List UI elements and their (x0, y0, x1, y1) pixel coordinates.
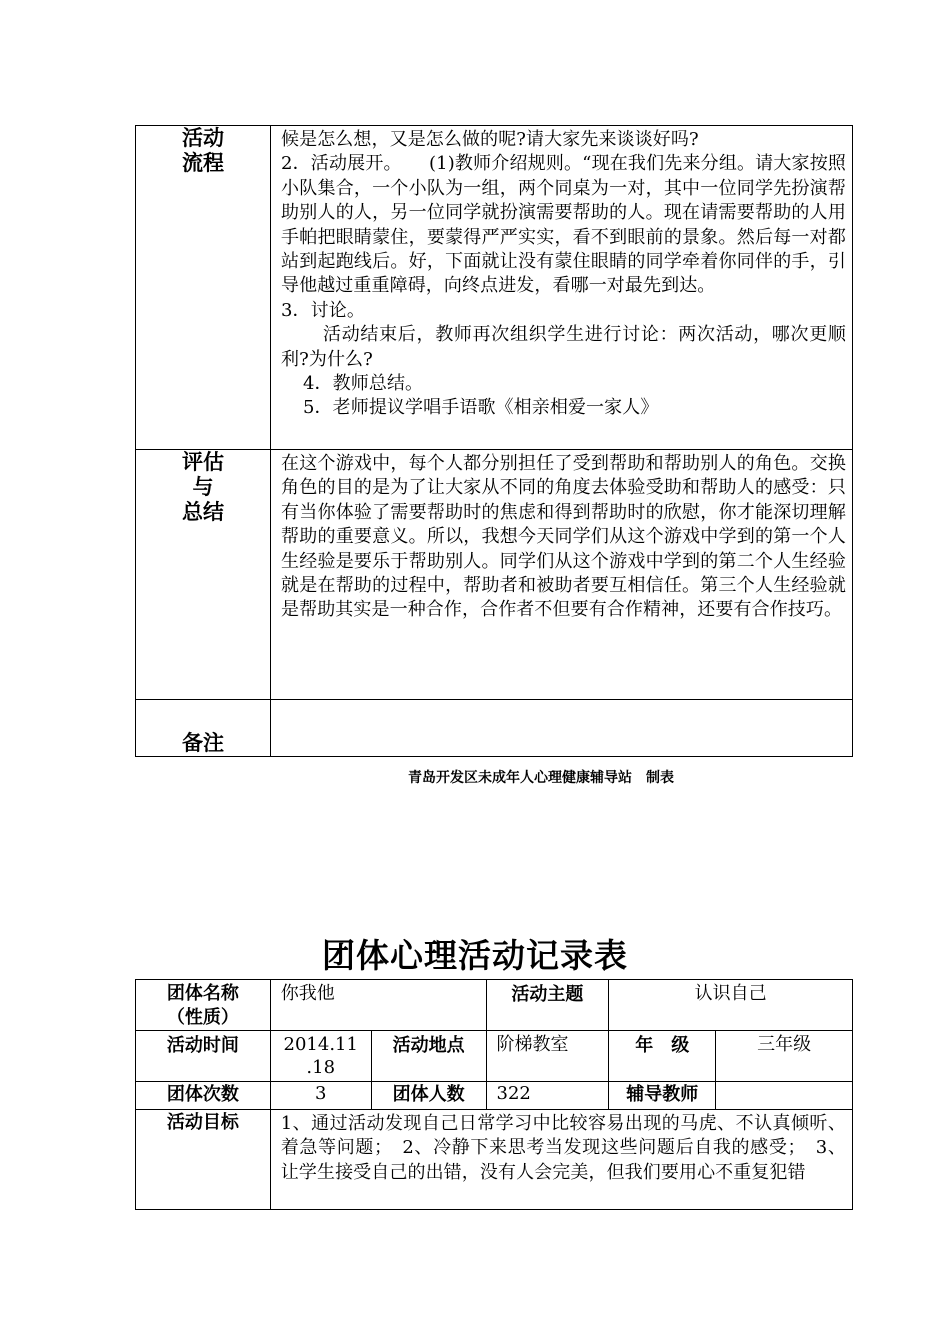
process-line-rules: 2．活动展开。 (1)教师介绍规则。“现在我们先来分组。请大家按照小队集合，一个小队为一组，两个同桌为一对，其中一位同学先扮演帮助别人的人，另一位同学就扮演需要帮助的人。现在请需要帮助的人用手帕把眼睛蒙住，要蒙得严严实实，看不到眼前的景象。然后每一对都站到起跑线后。好，下面就让没有蒙住眼睛的同学牵着你同伴的手，引导他越过重重障碍，向终点进发，看哪一对最先到达。 (281, 153, 846, 297)
process-line-discussion-detail: 活动结束后，教师再次组织学生进行讨论：两次活动，哪次更顺利?为什么? (281, 324, 846, 370)
teacher-label: 辅导教师 (609, 1082, 716, 1110)
process-label-line1: 活动 (182, 126, 224, 150)
process-line-intro: 候是怎么想，又是怎么做的呢?请大家先来谈谈好吗? (281, 129, 699, 150)
theme-value: 认识自己 (609, 980, 853, 1031)
grade-value: 三年级 (716, 1031, 853, 1082)
group-name-label (136, 980, 271, 1031)
process-line-song: 5．老师提议学唱手语歌《相亲相爱一家人》 (303, 397, 659, 419)
remarks-value (271, 700, 853, 757)
place-value: 阶梯教室 (486, 1031, 609, 1082)
form-title: 团体心理活动记录表 (322, 936, 628, 975)
session-label: 团体次数 (136, 1082, 271, 1110)
teacher-value (716, 1082, 853, 1110)
summary-label-line3: 总结 (182, 500, 224, 524)
time-value (270, 1031, 371, 1082)
process-line-summary: 4．教师总结。 (303, 373, 424, 395)
remarks-label-cell (136, 700, 271, 757)
summary-content: 在这个游戏中，每个人都分别担任了受到帮助和帮助别人的角色。交换角色的目的是为了让大家从不同的角度去体验受助和帮助人的感受：只有当你体验了需要帮助时的焦虑和得到帮助时的欣慰，你才能深切理解帮助的重要意义。所以，我想今天同学们从这个游戏中学到的第一个人生经验是要乐于帮助别人。同学们从这个游戏中学到的第二个人生经验就是在帮助的过程中，帮助者和被助者要互相信任。第三个人生经验就是帮助其实是一种合作，合作者不但要有合作精神，还要有合作技巧。 (271, 450, 853, 700)
record-form-table (135, 979, 853, 1210)
process-label-cell (136, 126, 271, 450)
record-table-continued (135, 125, 853, 757)
remarks-label: 备注 (182, 731, 224, 755)
place-label: 活动地点 (371, 1031, 486, 1082)
process-line-discussion: 3．讨论。 (281, 299, 365, 321)
group-name-value: 你我他 (270, 980, 486, 1031)
theme-label: 活动主题 (486, 980, 609, 1031)
summary-label-line1: 评估 (182, 450, 224, 474)
summary-label-line2: 与 (192, 475, 214, 499)
grade-label: 年 级 (609, 1031, 716, 1082)
footer-note: 青岛开发区未成年人心理健康辅导站 制表 (408, 770, 674, 786)
session-value: 3 (270, 1082, 371, 1110)
summary-label-cell (136, 450, 271, 700)
time-value-line1: 2014.11 (283, 1034, 358, 1055)
goal-label: 活动目标 (136, 1110, 271, 1210)
count-value: 322 (486, 1082, 609, 1110)
time-value-line2: .18 (306, 1057, 336, 1078)
time-label: 活动时间 (136, 1031, 271, 1082)
group-name-label-line2: （性质） (166, 1007, 239, 1028)
group-name-label-line1: 团体名称 (166, 983, 239, 1004)
process-content (271, 126, 853, 450)
count-label: 团体人数 (371, 1082, 486, 1110)
goal-content: 1、通过活动发现自己日常学习中比较容易出现的马虎、不认真倾听、着急等问题； 2、冷静下来思考当发现这些问题后自我的感受； 3、让学生接受自己的出错，没有人会完美，但我们要用心不重复犯错 (270, 1110, 852, 1210)
process-label-line2: 流程 (182, 151, 224, 175)
